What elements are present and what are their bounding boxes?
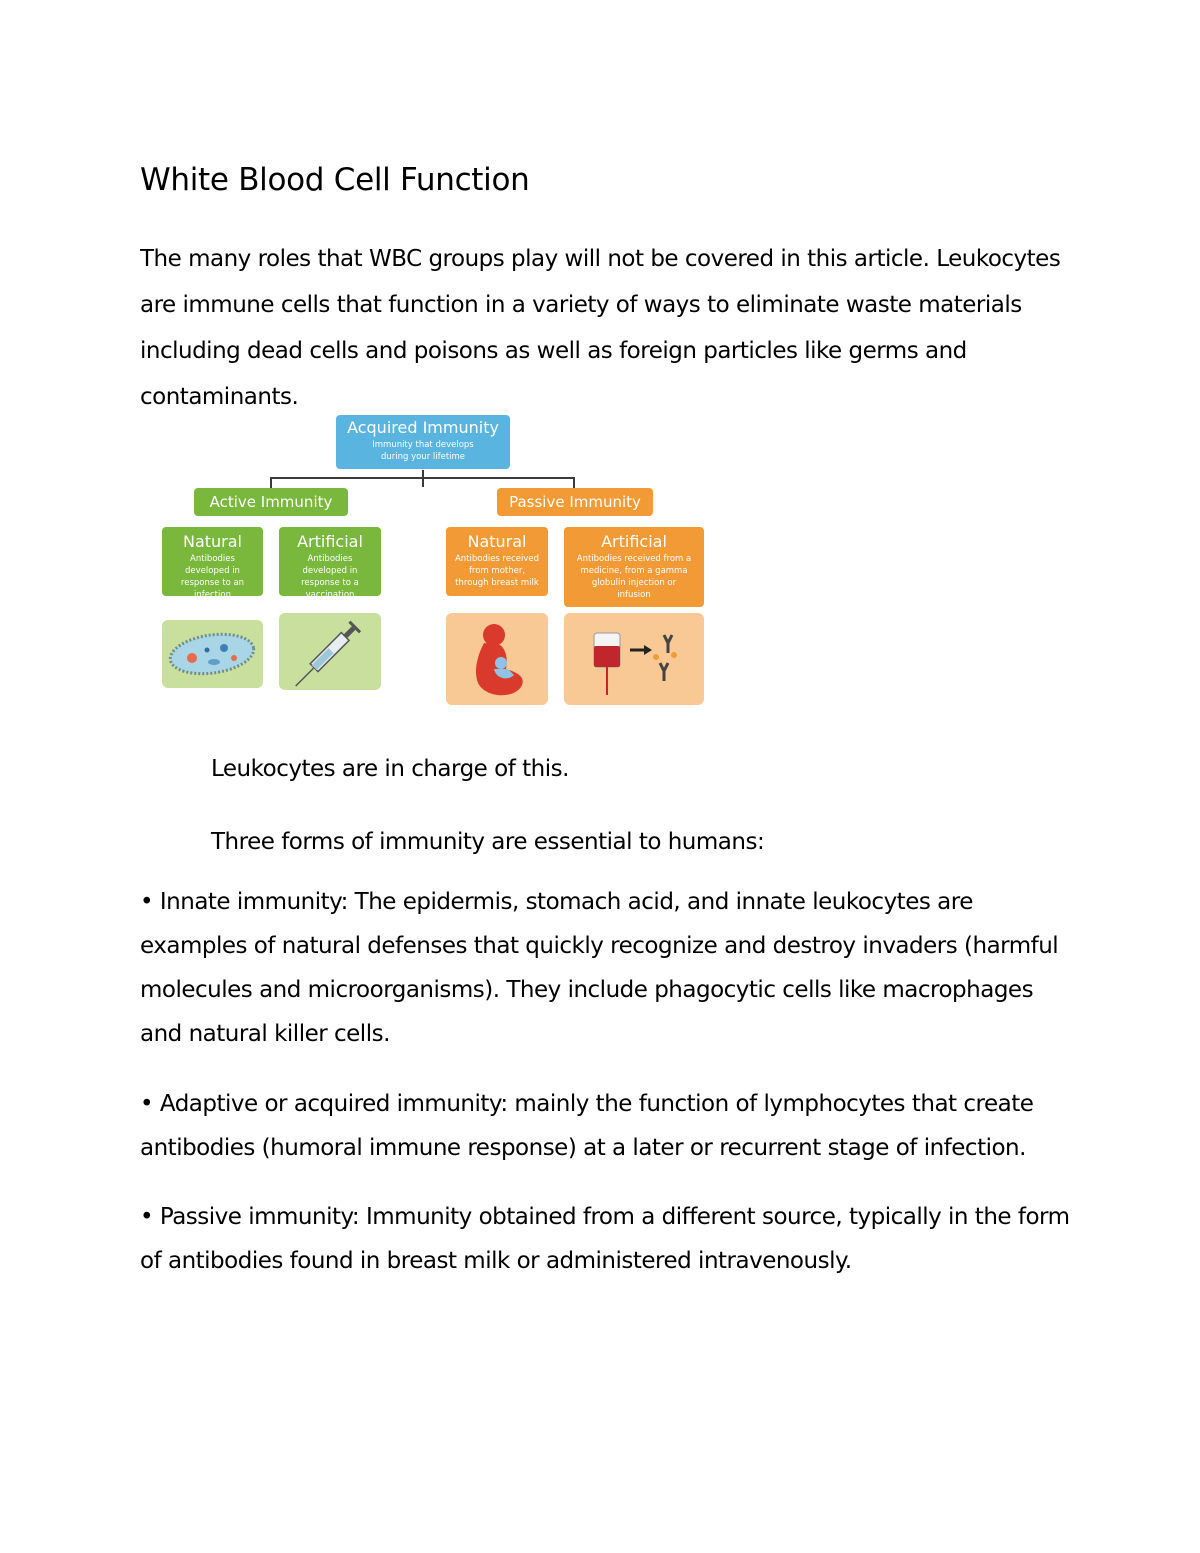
passive-natural-title: Natural xyxy=(467,532,527,551)
passive-artificial-title: Artificial xyxy=(601,532,667,551)
passive-artificial-desc: Antibodies received from a medicine, from a gamma globulin injection or infusion xyxy=(576,554,692,600)
active-immunity-box xyxy=(194,488,348,516)
infusion-tile xyxy=(564,613,704,705)
acquired-immunity-diagram xyxy=(155,410,715,715)
syringe-tile xyxy=(279,613,381,690)
bullet-innate-immunity: • Innate immunity: The epidermis, stomach acid, and innate leukocytes are examples of natural defenses that quickly recognize and destroy invaders (harmful molecules and microorganisms). They include phagocytic cells like macrophages and natural killer cells. xyxy=(140,889,1059,1047)
syringe-icon xyxy=(279,613,381,690)
passive-artificial-box xyxy=(564,527,704,607)
bacterium-icon xyxy=(162,620,263,688)
passive-immunity-box xyxy=(497,488,653,516)
active-artificial-box xyxy=(279,527,381,600)
active-natural-title: Natural xyxy=(182,532,242,551)
bullet-adaptive-immunity: • Adaptive or acquired immunity: mainly the function of lymphocytes that create antibodies (humoral immune response) at a later or recurrent stage of infection. xyxy=(140,1091,1034,1161)
bacterium-tile xyxy=(162,620,263,688)
acquired-immunity-subtitle: Immunity that develops during your lifetime xyxy=(372,440,474,462)
bullet-passive-immunity: • Passive immunity: Immunity obtained from a different source, typically in the form of antibodies found in breast milk or administered intravenously. xyxy=(140,1204,1070,1274)
breastfeeding-tile xyxy=(446,613,548,705)
text-leukocytes-charge: Leukocytes are in charge of this. xyxy=(211,756,569,782)
acquired-immunity-box xyxy=(336,415,510,469)
passive-natural-box xyxy=(446,527,548,596)
intro-paragraph: The many roles that WBC groups play will not be covered in this article. Leukocytes are immune cells that function in a variety of ways to eliminate waste materials including dead cells and poisons as well as foreign particles like germs and contaminants. xyxy=(140,246,1061,410)
acquired-immunity-title: Acquired Immunity xyxy=(347,418,499,437)
active-natural-desc: Antibodies developed in response to an infection xyxy=(180,554,245,600)
passive-immunity-title: Passive Immunity xyxy=(509,493,641,511)
mother-child-icon xyxy=(446,613,548,705)
active-artificial-title: Artificial xyxy=(297,532,363,551)
active-natural-box xyxy=(162,527,263,600)
page-title: White Blood Cell Function xyxy=(140,162,530,198)
text-three-forms: Three forms of immunity are essential to humans: xyxy=(211,829,765,855)
active-immunity-title: Active Immunity xyxy=(209,493,333,511)
connector-line xyxy=(270,477,575,479)
passive-natural-desc: Antibodies received from mother, through breast milk xyxy=(454,554,540,588)
blood-bag-icon xyxy=(564,613,704,705)
active-artificial-desc: Antibodies developed in response to a vaccination xyxy=(301,554,359,600)
